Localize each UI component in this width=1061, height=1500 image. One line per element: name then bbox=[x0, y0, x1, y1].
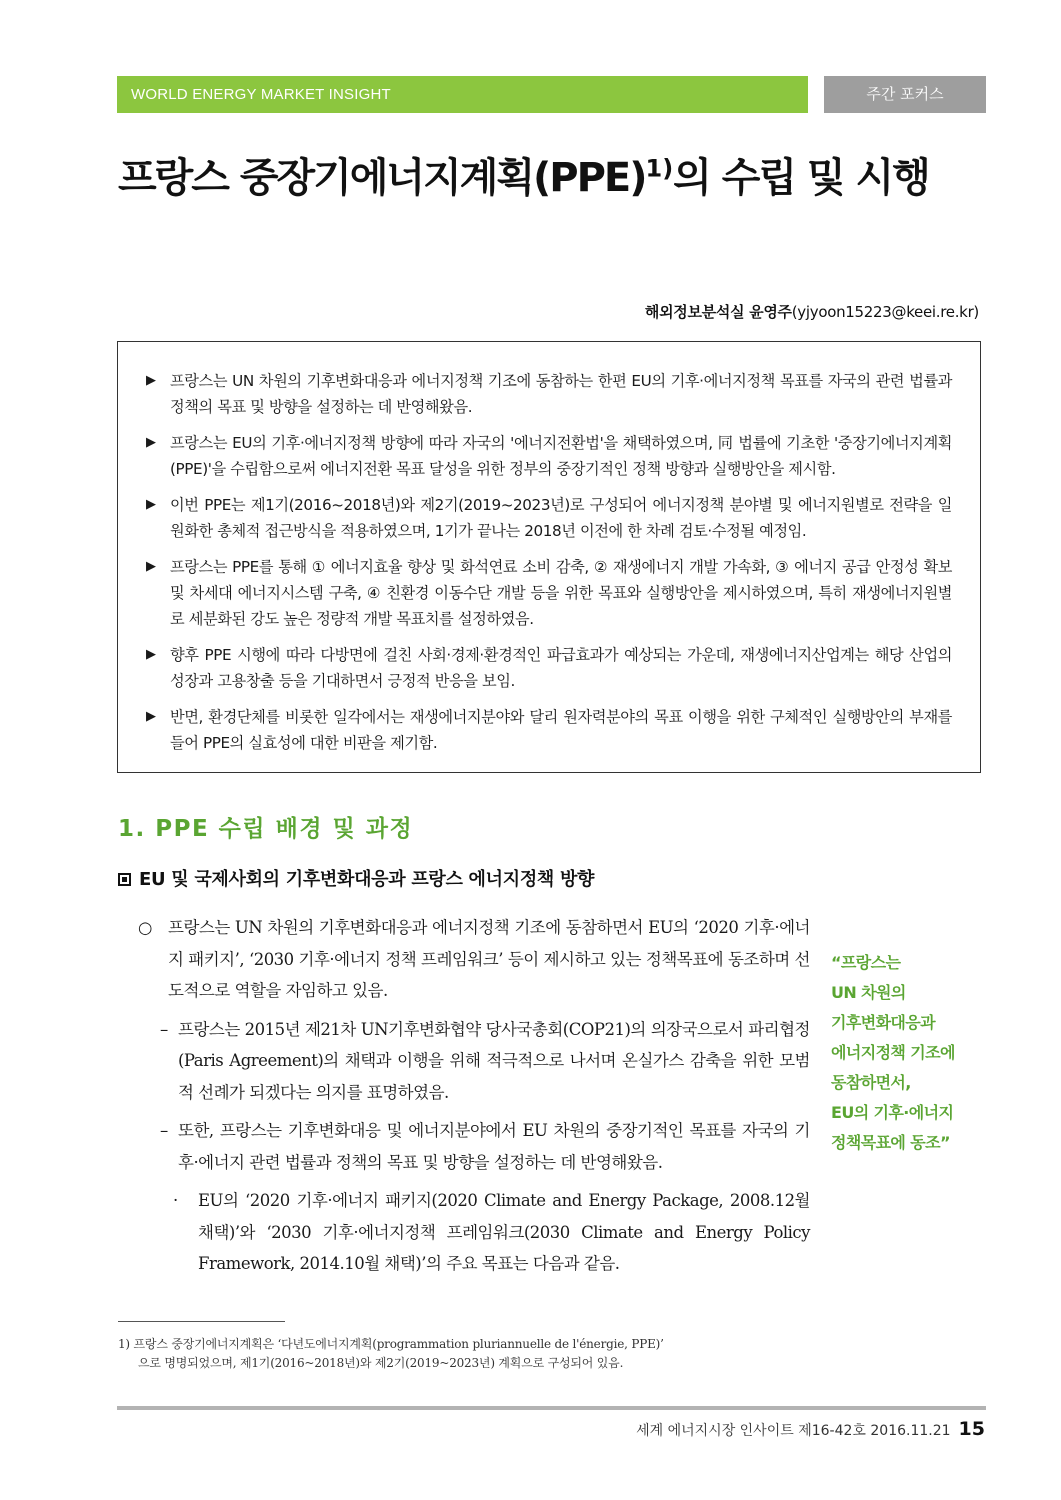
pull-quote-line: 동참하면서, bbox=[831, 1073, 911, 1092]
summary-item bbox=[146, 704, 952, 756]
title-rest: 의 수립 및 시행 bbox=[673, 155, 929, 201]
bullet-arrow-icon: ▶ bbox=[146, 373, 156, 388]
circle-bullet-icon: ○ bbox=[138, 918, 152, 937]
summary-text: 이번 PPE는 제1기(2016~2018년)와 제2기(2019~2023년)로 구성되어 에너지정책 분야별 및 에너지원별로 전략을 일원화한 총체적 접근방식을 적용하였으며, 1기가 끝나는 2018년 이전에 한 차례 검토·수정될 예정임. bbox=[170, 496, 952, 540]
bullet-arrow-icon: ▶ bbox=[146, 435, 156, 450]
section-title: 1. PPE 수립 배경 및 과정 bbox=[118, 816, 414, 842]
pull-quote-line: 에너지정책 기조에 bbox=[831, 1043, 955, 1062]
pull-quote-line: EU의 기후·에너지 bbox=[831, 1103, 954, 1122]
header-series-band: WORLD ENERGY MARKET INSIGHT bbox=[117, 76, 808, 113]
paragraph-text: 또한, 프랑스는 기후변화대응 및 에너지분야에서 EU 차원의 중장기적인 목표를 자국의 기후·에너지 관련 법률과 정책의 목표 및 방향을 설정하는 데 반영해왔음. bbox=[178, 1121, 810, 1172]
body-text bbox=[118, 912, 810, 1280]
summary-item bbox=[146, 554, 952, 632]
title-main: 프랑스 중장기에너지계획(PPE) bbox=[118, 155, 646, 201]
bullet-arrow-icon: ▶ bbox=[146, 559, 156, 574]
page-number: 15 bbox=[958, 1418, 985, 1440]
bullet-arrow-icon: ▶ bbox=[146, 709, 156, 724]
summary-item bbox=[146, 642, 952, 694]
paragraph-text: 프랑스는 2015년 제21차 UN기후변화협약 당사국총회(COP21)의 의장국으로서 파리협정(Paris Agreement)의 채택과 이행을 위해 적극적으로 나서며 온실가스 감축을 위한 모범적 선례가 되겠다는 의지를 표명하였음. bbox=[178, 1019, 810, 1102]
summary-text: 프랑스는 EU의 기후·에너지정책 방향에 따라 자국의 '에너지전환법'을 채택하였으며, 同 법률에 기초한 '중장기에너지계획(PPE)'을 수립함으로써 에너지전환 목표 달성을 위한 정부의 중장기적인 정책 방향과 실행방안을 제시함. bbox=[170, 434, 952, 478]
subsection-title bbox=[118, 865, 594, 891]
pull-quote-line: 정책목표에 동조” bbox=[831, 1133, 950, 1152]
footnote-divider bbox=[118, 1321, 285, 1322]
footer-publication: 세계 에너지시장 인사이트 제16-42호 2016.11.21 bbox=[636, 1423, 951, 1439]
footnote-line: 1) 프랑스 중장기에너지계획은 ‘다년도에너지계획(programmation pluriannuelle de l'énergie, PPE)’ bbox=[118, 1337, 664, 1351]
title-footnote-ref[interactable]: 1) bbox=[645, 154, 674, 183]
summary-item bbox=[146, 430, 952, 482]
footnote bbox=[118, 1335, 818, 1373]
paragraph-text: 프랑스는 UN 차원의 기후변화대응과 에너지정책 기조에 동참하면서 EU의 ‘2020 기후·에너지 패키지’, ‘2030 기후·에너지 정책 프레임워크’ 등이 제시하고 있는 정책목표에 동조하며 선도적으로 역할을 자임하고 있음. bbox=[168, 918, 810, 1000]
dash-bullet-icon: – bbox=[160, 1019, 168, 1039]
pull-quote-line: 기후변화대응과 bbox=[831, 1013, 935, 1032]
bullet-arrow-icon: ▶ bbox=[146, 647, 156, 662]
pull-quote-line: UN 차원의 bbox=[831, 983, 906, 1002]
pull-quote-line: “프랑스는 bbox=[831, 953, 901, 972]
subsection-text: EU 및 국제사회의 기후변화대응과 프랑스 에너지정책 방향 bbox=[139, 869, 595, 890]
page-title bbox=[118, 146, 929, 203]
summary-item bbox=[146, 368, 952, 420]
page-footer bbox=[636, 1418, 985, 1440]
paragraph-text: EU의 ‘2020 기후·에너지 패키지(2020 Climate and Energy Package, 2008.12월 채택)’와 ‘2030 기후·에너지정책 프레임워크(2030 Climate and Energy Policy Framework, 2014.10월 채택)’의 주요 목표는 다음과 같음. bbox=[198, 1191, 810, 1273]
body-paragraph bbox=[118, 912, 810, 1007]
square-bullet-icon bbox=[118, 873, 131, 886]
footnote-line: 으로 명명되었으며, 제1기(2016~2018년)와 제2기(2019~2023년) 계획으로 구성되어 있음. bbox=[138, 1356, 624, 1370]
body-paragraph bbox=[118, 1014, 810, 1109]
footer-divider bbox=[117, 1406, 986, 1410]
header-section-tag: 주간 포커스 bbox=[824, 76, 986, 113]
author-email: (yjyoon15223@keei.re.kr) bbox=[791, 303, 979, 321]
summary-text: 프랑스는 PPE를 통해 ① 에너지효율 향상 및 화석연료 소비 감축, ② 재생에너지 개발 가속화, ③ 에너지 공급 안정성 확보 및 차세대 에너지시스템 구축, ④ 친환경 이동수단 개발 등을 위한 목표와 실행방안을 제시하였으며, 특히 재생에너지원별로 세분화된 강도 높은 정량적 개발 목표치를 설정하였음. bbox=[170, 558, 952, 628]
dash-bullet-icon: – bbox=[160, 1121, 168, 1140]
body-paragraph bbox=[118, 1185, 810, 1280]
body-paragraph bbox=[118, 1115, 810, 1178]
summary-box bbox=[117, 341, 981, 773]
summary-text: 향후 PPE 시행에 따라 다방면에 걸친 사회·경제·환경적인 파급효과가 예상되는 가운데, 재생에너지산업계는 해당 산업의 성장과 고용창출 등을 기대하면서 긍정적 반응을 보임. bbox=[170, 646, 952, 690]
author-line bbox=[645, 301, 979, 322]
pull-quote bbox=[831, 948, 981, 1158]
bullet-arrow-icon: ▶ bbox=[146, 497, 156, 512]
dot-bullet-icon: · bbox=[173, 1191, 178, 1210]
summary-text: 프랑스는 UN 차원의 기후변화대응과 에너지정책 기조에 동참하는 한편 EU의 기후·에너지정책 목표를 자국의 관련 법률과 정책의 목표 및 방향을 설정하는 데 반영해왔음. bbox=[170, 372, 952, 416]
summary-item bbox=[146, 492, 952, 544]
summary-text: 반면, 환경단체를 비롯한 일각에서는 재생에너지분야와 달리 원자력분야의 목표 이행을 위한 구체적인 실행방안의 부재를 들어 PPE의 실효성에 대한 비판을 제기함. bbox=[170, 708, 952, 752]
author-name: 해외정보분석실 윤영주 bbox=[644, 303, 792, 321]
